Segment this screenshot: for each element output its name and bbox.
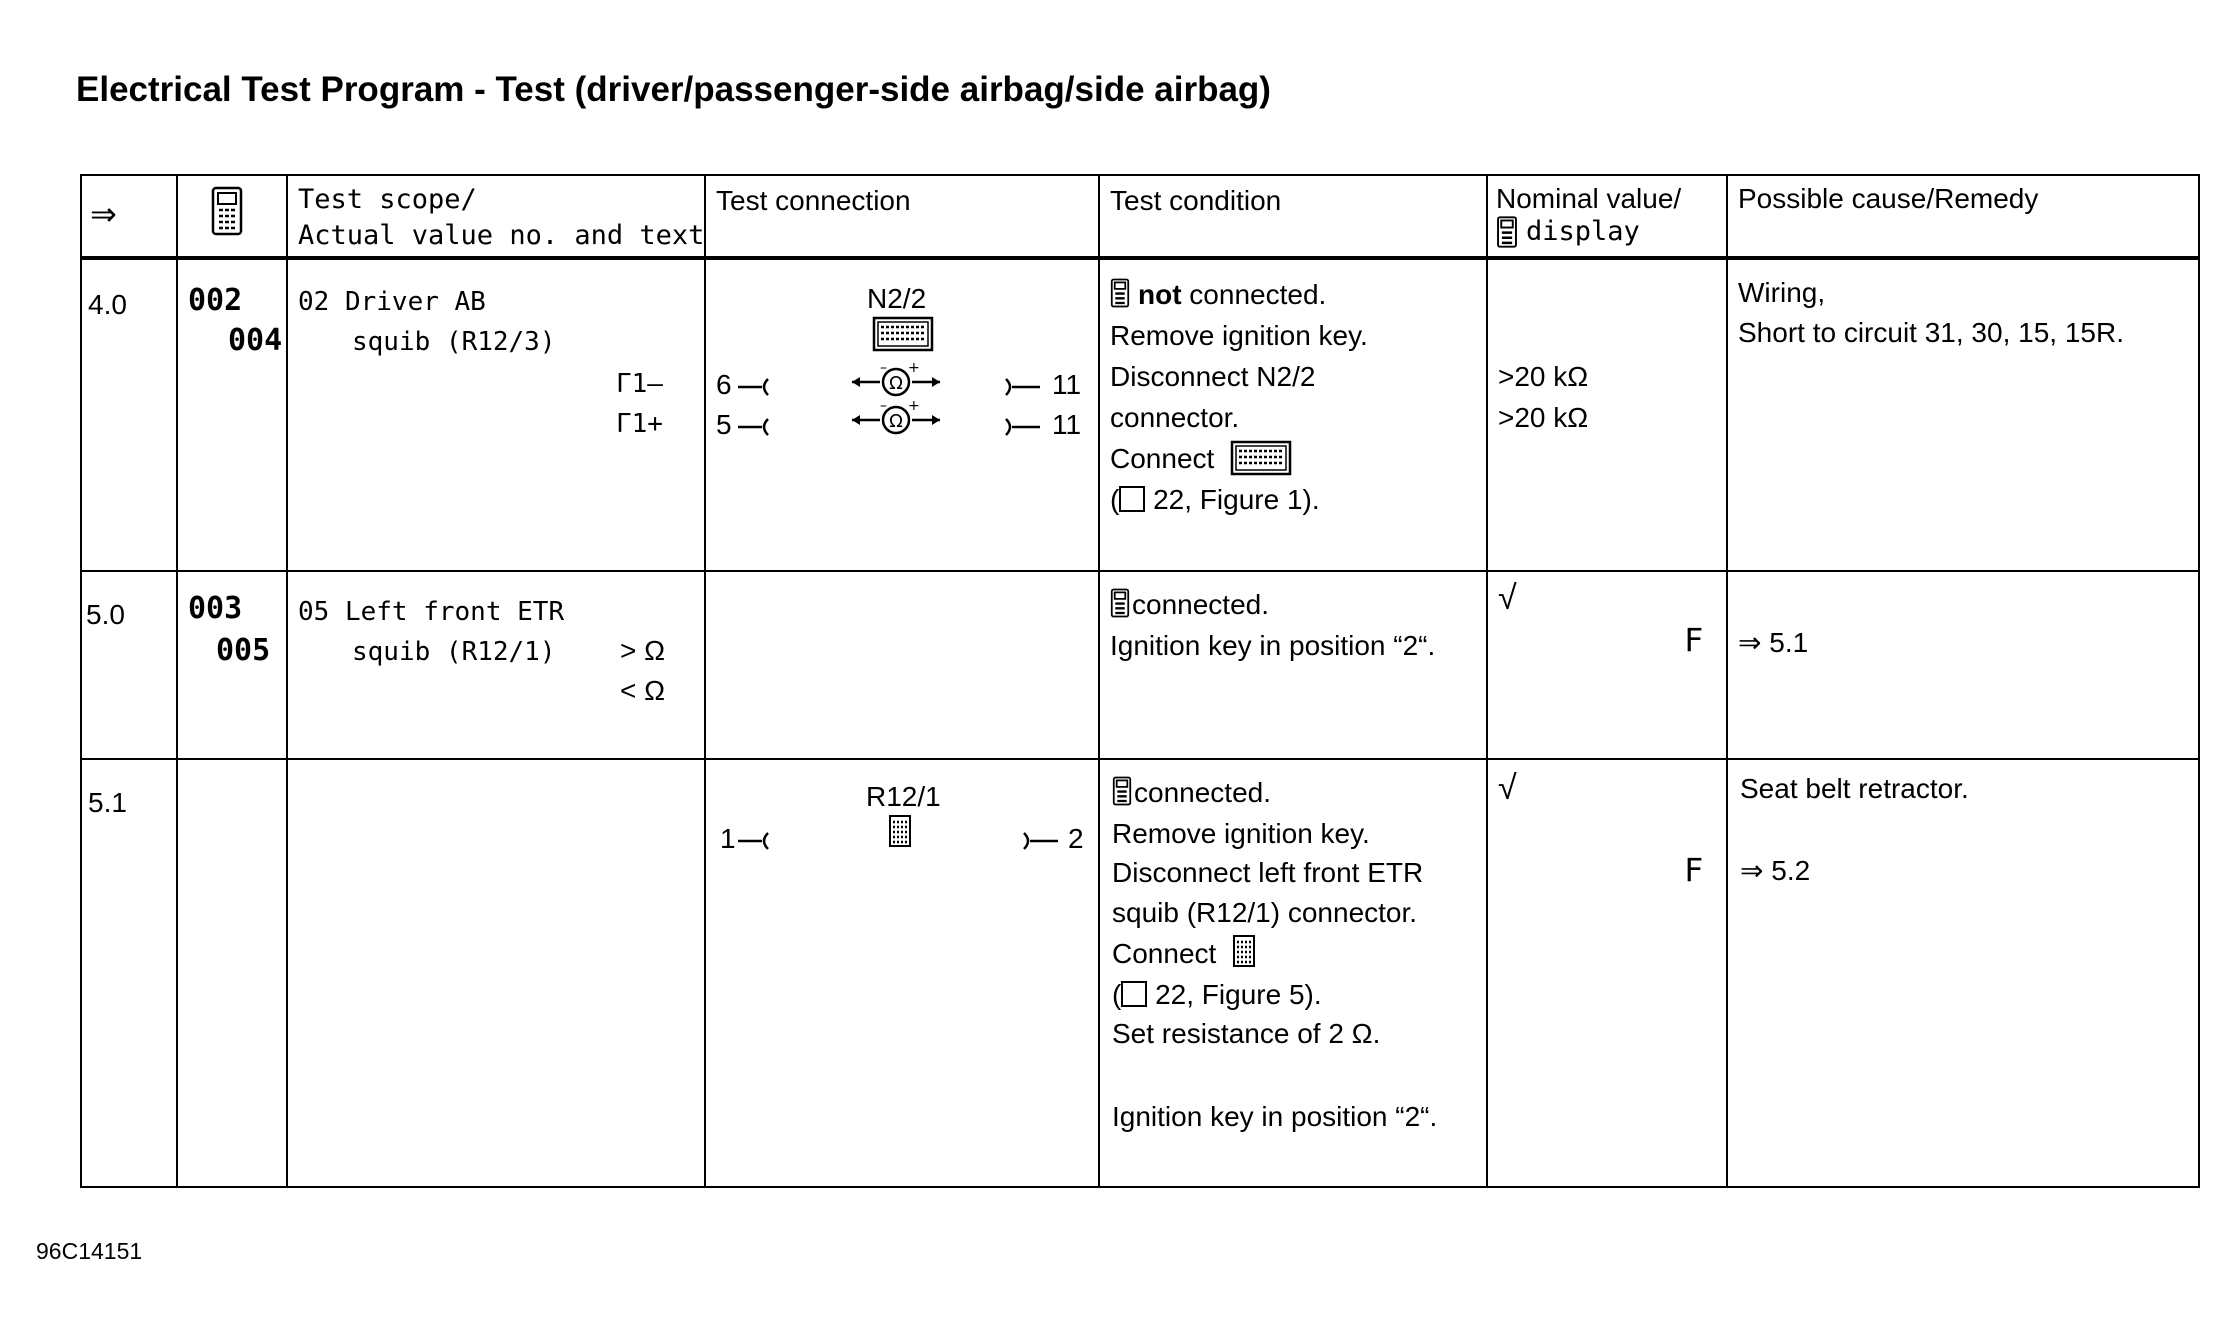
step-number: 4.0 [88,289,127,320]
tester-icon [1112,776,1132,806]
pin-number: 6 [716,369,732,400]
probe-right-icon [1002,376,1042,398]
value-code: 002 [188,283,243,318]
nominal-check: √ [1498,769,1517,807]
condition-text: Ignition key in position “2“. [1110,630,1436,661]
header-remedy: Possible cause/Remedy [1738,183,2039,214]
decade-resistor-icon [888,814,912,848]
probe-left-icon [736,416,772,438]
ohmmeter-icon [848,398,944,438]
condition-text [1110,479,1320,520]
col-border-1 [176,174,178,1188]
col-border-0 [80,174,82,1188]
header-nominal-value: Nominal value/ [1496,183,1682,214]
svg-text:–: – [880,360,887,376]
probe-right-icon [1002,416,1042,438]
remedy-text: ⇒ 5.2 [1740,855,1811,886]
svg-text:Ω: Ω [889,411,903,432]
header-divider [80,256,2200,260]
header-actual-value: Actual value no. and text [298,220,705,251]
table-bottom-border [80,1186,2200,1188]
test-table [80,164,2200,1194]
svg-text:–: – [880,398,887,414]
figure-id: 96C14151 [36,1238,143,1264]
condition-text: ( [1112,979,1122,1010]
header-arrow: ⇒ [90,196,117,232]
tester-icon [1110,588,1130,618]
fault-display: F [1684,621,1704,659]
polarity-mark: Γ1+ [616,409,663,439]
col-border-7 [2198,174,2200,1188]
value-code: 003 [188,591,243,626]
pin-number: 1 [720,823,736,854]
comparison-mark: < Ω [620,675,666,706]
col-border-6 [1726,174,1728,1188]
pin-number: 2 [1068,823,1084,854]
condition-text: 22, Figure 5). [1147,979,1322,1010]
probe-left-icon [736,376,772,398]
condition-text: Disconnect N2/2 [1110,361,1316,392]
nominal-value: >20 kΩ [1498,402,1589,433]
probe-right-icon [1020,830,1060,852]
condition-text: Disconnect left front ETR [1112,857,1424,888]
col-border-4 [1098,174,1100,1188]
header-test-scope: Test scope/ [298,184,477,215]
value-code: 005 [216,633,271,668]
scope-text: squib (R12/1) [352,637,556,667]
condition-text: Connect [1110,443,1215,474]
condition-text: Remove ignition key. [1110,320,1368,351]
condition-text [1138,274,1326,315]
ohmmeter-icon [848,360,944,400]
pin-number: 5 [716,409,732,440]
col-border-3 [704,174,706,1188]
remedy-text: Seat belt retractor. [1740,773,1969,804]
tester-icon [1110,278,1130,308]
nominal-value: >20 kΩ [1498,361,1589,392]
header-display: display [1526,216,1640,247]
col-border-2 [286,174,288,1188]
probe-left-icon [736,830,772,852]
step-number: 5.0 [86,599,125,630]
connector-label: N2/2 [867,283,927,314]
book-ref-icon [1119,486,1145,512]
row-divider-2 [80,758,2200,760]
condition-text: Ignition key in position “2“. [1112,1101,1438,1132]
condition-text: squib (R12/1) connector. [1112,897,1418,928]
pin-number: 11 [1052,369,1082,400]
col-border-5 [1486,174,1488,1188]
tester-icon [1496,216,1518,248]
scope-text: 02 Driver AB [298,287,486,317]
condition-text: connected. [1134,777,1271,808]
condition-emphasis: not [1138,279,1182,310]
polarity-mark: Γ1– [616,369,663,399]
pin-number: 11 [1052,409,1082,440]
scope-text: 05 Left front ETR [298,597,565,627]
condition-text: 22, Figure 1). [1145,484,1320,515]
condition-text [1112,974,1322,1015]
tester-icon [210,186,244,236]
decade-resistor-icon [1232,934,1256,968]
scope-text: squib (R12/3) [352,327,556,357]
value-code: 004 [228,323,283,358]
condition-text: Remove ignition key. [1112,818,1370,849]
condition-text: connector. [1110,402,1240,433]
page-title: Electrical Test Program - Test (driver/passenger-side airbag/side airbag) [76,70,1271,109]
nominal-check: √ [1498,579,1517,617]
header-test-condition: Test condition [1110,185,1282,216]
row-divider-1 [80,570,2200,572]
svg-text:+: + [908,360,920,376]
book-ref-icon [1121,981,1147,1007]
header-test-connection: Test connection [716,185,911,216]
connector-label: R12/1 [866,781,941,812]
remedy-text: Wiring, [1738,277,1826,308]
condition-text: connected. [1132,589,1269,620]
comparison-mark: > Ω [620,635,666,666]
remedy-text: ⇒ 5.1 [1738,627,1809,658]
breakout-box-icon [1230,440,1292,476]
svg-text:Ω: Ω [889,373,903,394]
condition-text: Set resistance of 2 Ω. [1112,1018,1381,1049]
table-top-border [80,174,2200,176]
remedy-text: Short to circuit 31, 30, 15, 15R. [1738,317,2124,348]
fault-display: F [1684,851,1704,889]
svg-text:+: + [908,398,920,414]
breakout-box-icon [872,316,934,352]
condition-text: connected. [1181,279,1327,310]
condition-text: Connect [1112,938,1217,969]
condition-text: ( [1110,484,1120,515]
step-number: 5.1 [88,787,127,818]
